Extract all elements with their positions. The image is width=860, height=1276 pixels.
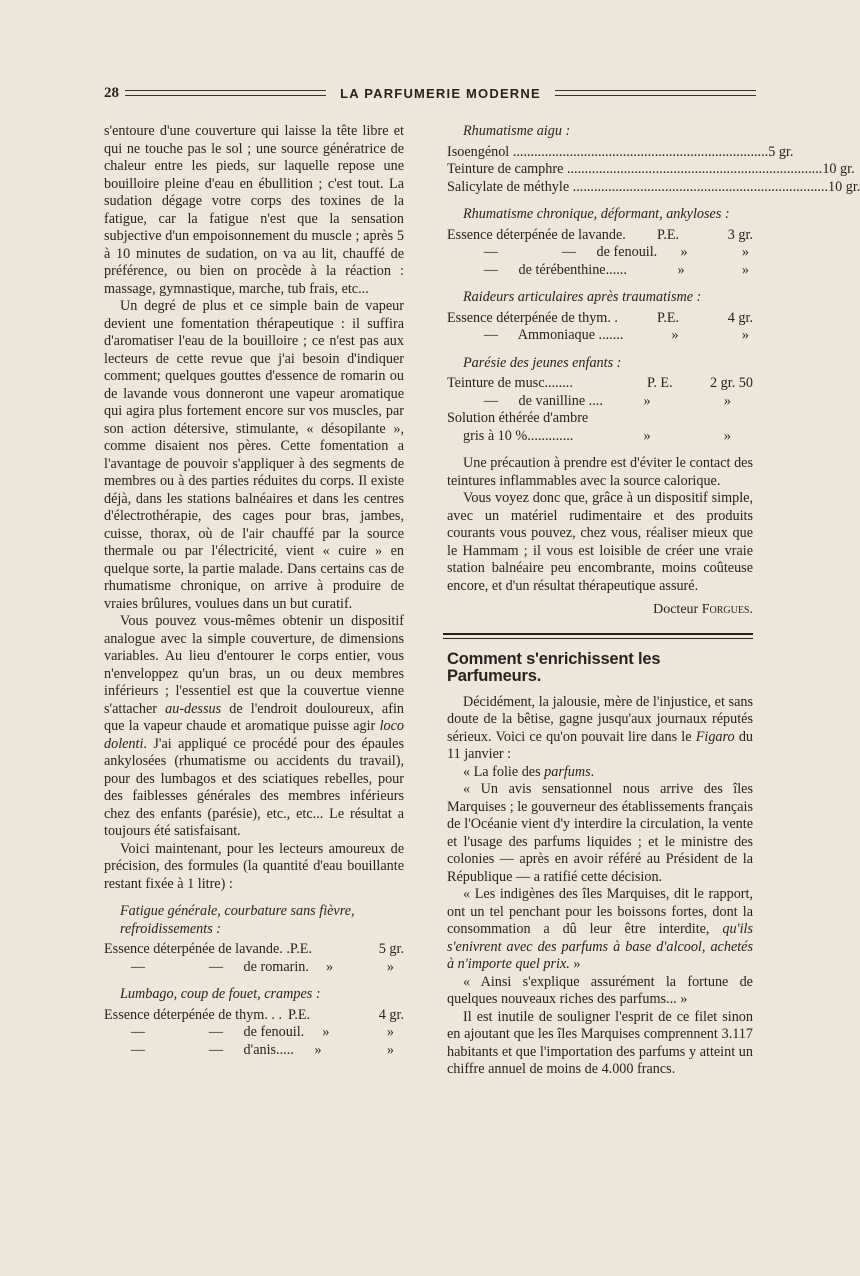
formula-row: Teinture de camphre ..... 10 gr. [447,161,753,179]
formula-title: Lumbago, coup de fouet, crampes : [120,986,321,1002]
right-column [447,123,860,1079]
formula-title: Fatigue générale, courbature sans fièvre, refroidissements : [120,903,355,937]
section-title: Comment s'enrichissent les Parfumeurs. [447,649,661,685]
paragraph: « Les indigènes des îles Marquises, dit le rapport, ont un tel penchant pour les boissons fortes, dont la consommation a dû leur être interdite, qu'ils s'enivrent avec des parfums à base d'alcool, achetés à n'importe quel prix. » [447,886,753,972]
paragraph: « La folie des parfums. [463,763,595,780]
formula-row: Solution éthérée d'ambre [447,410,589,426]
paragraph: s'entoure d'une couverture qui laisse la tête libre et qui ne touche pas le sol ; une source génératrice de chaleur entre les pieds, sur laquelle repose une bouilloire pleine d'eau en ébullition ; c'est tout. La sudation dégage votre corps des toxines de la fatigue, car la fatigue n'est que la sensation subjective d'un empoisonnement du muscle ; après 5 à 10 minutes de sudation, on va au lit, chauffé de préférence, ou bien on procède à la réaction : massage, gymnastique, marche, tub frais, etc... [104,123,404,297]
formula-row: — — de romarin. » » [130,958,394,975]
paragraph: « Un avis sensationnel nous arrive des îles Marquises ; le gouverneur des établissements français de l'Océanie vient d'y interdire la circulation, la vente et l'usage des parfums liquides ; et le ministre des colonies — après en avoir référé au Président de la République — a ratifié cette décision. [447,781,753,885]
paragraph: Vous pouvez vous-mêmes obtenir un dispositif analogue avec la simple couverture, de dimensions variables. Au lieu d'entourer le corps entier, vous n'enveloppez qu'un bras, un ou deux membres inférieurs ; l'essentiel est que la couvertue vienne s'attacher au-dessus de l'endroit douloureux, afin que la vapeur chaude et aromatique puisse agir loco dolenti. J'ai appliqué ce procédé pour des épaules ankylosées (rhumatisme ou accidents du travail), pour des lumbagos et des sciatiques rebelles, pour des faiblesses générales des membres inférieurs chez des enfants (parésie), etc., etc... Le résultat a toujours été satisfaisant. [104,613,404,839]
page-header [104,84,756,102]
page-number: 28 [104,84,119,101]
left-column [104,123,404,1059]
paragraph: Il est inutile de souligner l'esprit de ce filet sinon en ajoutant que les îles Marquises comprennent 3.117 habitants et que l'importation des parfums y atteint un chiffre annuel de moins de 4.000 francs. [447,1008,753,1077]
formula-title: Raideurs articulaires après traumatisme : [463,289,702,305]
formula-title: Rhumatisme chronique, déformant, ankyloses : [463,206,730,222]
formula-row: — de térébenthine...... » » [483,261,749,278]
paragraph: Voici maintenant, pour les lecteurs amoureux de précision, des formules (la quantité d'eau bouillante restant fixée à 1 litre) : [104,840,404,892]
paragraph: Un degré de plus et ce simple bain de vapeur devient une fomentation thérapeutique : il suffira d'aromatiser l'eau de la bouilloire ; ce n'est pas aux lecteurs de cette revue que j'ai besoin d'indiquer comment; quelques gouttes d'essence de romarin ou de lavande vous donneront une vapeur aromatique qui agira plus fortement encore sur vos muscles, par son action détersive, stimulante, « désopilante », comme disaient nos pères. Cette fomentation a l'avantage de pouvoir s'appliquer à des segments de membres ou à des parties réduites du corps. Il existe déjà, dans les stations balnéaires et dans les centres d'électrothérapie, des cages pour bras, jambes, cuisse, thorax, où de l'air chauffé par la source thermale ou par l'électricité, vient « cuire » en quelque sorte, la partie malade. Dans certains cas de rhumatisme chronique, on arrive à produire de vraies brûlures, voulues dans un but curatif. [104,298,404,612]
formula-row: — — de fenouil. » » [483,244,749,260]
formula-row: Essence déterpénée de thym. . P.E. 4 gr. [447,309,753,326]
formula-row: — — d'anis..... » » [130,1041,394,1058]
formula-row: Essence déterpénée de thym. . . P.E. 4 gr. [104,1006,404,1023]
formula-title: Rhumatisme aigu : [463,123,571,139]
formula-row: — — de fenouil. » » [130,1024,394,1040]
running-title: LA PARFUMERIE MODERNE [340,85,541,101]
formula-row: — Ammoniaque ....... » » [483,327,749,343]
formula-row: Salicylate de méthyle ..... 10 gr. [447,179,753,197]
formula-row: Teinture de musc........ P. E. 2 gr. 50 [447,375,753,391]
header-rule-left [125,90,326,96]
paragraph: Vous voyez donc que, grâce à un dispositif simple, avec un matériel rudimentaire et des produits courants vous pouvez, chez vous, réaliser mieux que le Hammam ; il vous est loisible de créer une vraie station balnéaire peu encombrante, moins coûteuse encore, et d'un résultat thérapeutique assuré. [447,490,753,594]
paragraph: « Ainsi s'explique assurément la fortune de quelques nouveaux riches des parfums... » [447,973,753,1007]
formula-row: — de vanilline .... » » [483,392,731,409]
formula-row: Essence déterpénée de lavande. . P.E. 5 gr. [104,941,404,957]
formula-row: gris à 10 %............. » » [463,427,731,444]
formula-row: Essence déterpénée de lavande. P.E. 3 gr. [447,226,753,243]
section-divider [443,633,753,639]
paragraph: Décidément, la jalousie, mère de l'injustice, et sans doute de la bêtise, gagne jusqu'aux journaux réputés sérieux. Voici ce qu'on pouvait lire dans le Figaro du 11 janvier : [447,693,754,762]
header-rule-right [555,90,756,96]
paragraph: Une précaution à prendre est d'éviter le contact des teintures inflammables avec la source calorique. [447,455,753,489]
formula-row: Isoengénol ..... 5 gr. [447,144,753,162]
signature: Docteur Forgues. [653,602,753,617]
formula-title: Parésie des jeunes enfants : [463,354,622,371]
